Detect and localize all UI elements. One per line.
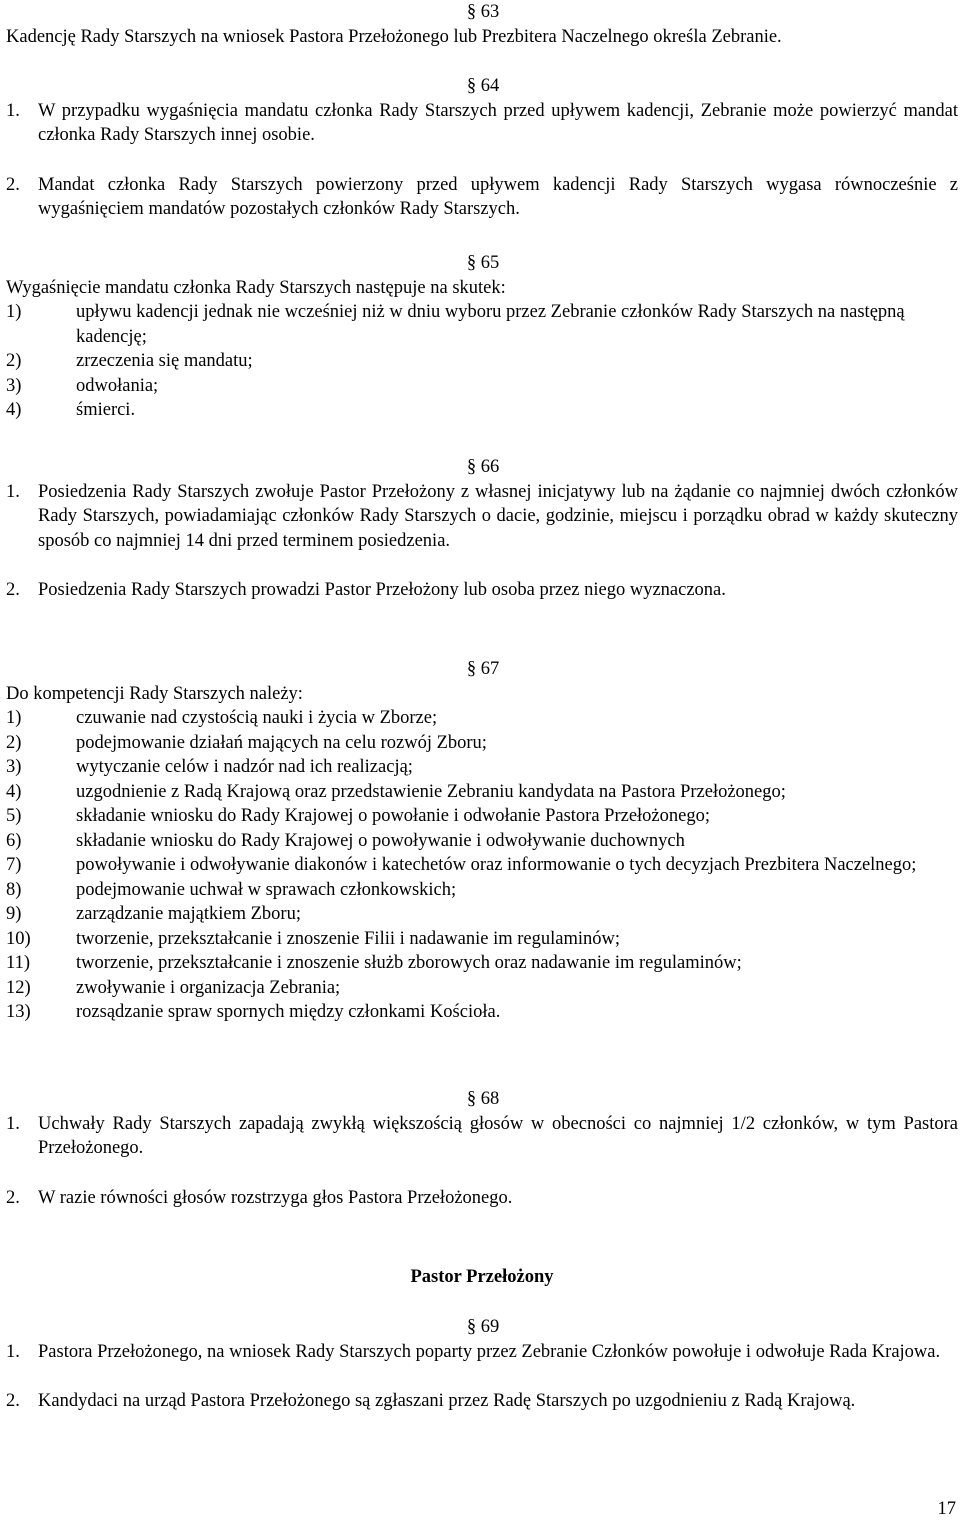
- section-68: [6, 1087, 958, 1210]
- paragraph-number: 1.: [6, 100, 20, 121]
- paragraph-text: Posiedzenia Rady Starszych zwołuje Pastor Przełożony z własnej inicjatywy lub na żądanie co najmniej dwóch członków Rady Starszych, powiadamiając członków Rady Starszych o dacie, godzinie, miejscu i porządku obrad w każdy skuteczny sposób co najmniej 14 dni przed terminem posiedzenia.: [38, 481, 958, 551]
- list-item: 5) składanie wniosku do Rady Krajowej o powołanie i odwołanie Pastora Przełożonego;: [6, 806, 710, 826]
- paragraph-number: 2.: [6, 580, 20, 600]
- numbered-paragraph: [6, 1186, 958, 1211]
- paragraph-mark: § 64: [466, 76, 500, 96]
- paragraph-number: 1.: [6, 481, 20, 502]
- paragraph-number: 2.: [6, 1391, 20, 1411]
- numbered-paragraph: [6, 173, 958, 222]
- paragraph-mark: § 66: [466, 457, 500, 477]
- paragraph-text: W razie równości głosów rozstrzyga głos Pastora Przełożonego.: [38, 1187, 513, 1208]
- numbered-paragraph: [6, 578, 958, 603]
- paragraph-text: Posiedzenia Rady Starszych prowadzi Pastor Przełożony lub osoba przez niego wyznaczona.: [38, 580, 726, 600]
- list-item: 10) tworzenie, przekształcanie i znoszenie Filii i nadawanie im regulaminów;: [6, 928, 621, 949]
- numbered-paragraph: [6, 480, 958, 554]
- paragraph-number: 2.: [6, 174, 20, 195]
- numbered-paragraph: [6, 1340, 958, 1365]
- list-item: 13) rozsądzanie spraw spornych między członkami Kościoła.: [6, 1002, 501, 1022]
- paragraph-number: 2.: [6, 1187, 20, 1208]
- list-item: 2) podejmowanie działań mających na celu rozwój Zboru;: [6, 732, 487, 753]
- paragraph-mark: § 69: [466, 1317, 500, 1337]
- paragraph-text: Kandydaci na urząd Pastora Przełożonego są zgłaszani przez Radę Starszych po uzgodnieniu z Radą Krajową.: [38, 1391, 856, 1411]
- list-item: 4) uzgodnienie z Radą Krajową oraz przedstawienie Zebraniu kandydata na Pastora Przełożonego;: [6, 781, 786, 802]
- list-item: 1) upływu kadencji jednak nie wcześniej niż w dniu wyboru przez Zebranie członków Rady Starszych na następną kadencję;: [6, 302, 905, 347]
- section-text: Kadencję Rady Starszych na wniosek Pastora Przełożonego lub Prezbitera Naczelnego określa Zebranie.: [6, 26, 782, 47]
- list-intro: Wygaśnięcie mandatu członka Rady Starszych następuje na skutek:: [6, 277, 506, 298]
- section-66: [6, 455, 958, 603]
- paragraph-mark: § 67: [466, 659, 500, 679]
- numbered-paragraph: [6, 99, 958, 148]
- paragraph-text: W przypadku wygaśnięcia mandatu członka Rady Starszych przed upływem kadencji, Zebranie może powierzyć mandat członka Rady Starszych innej osobie.: [38, 100, 958, 145]
- paragraph-text: Uchwały Rady Starszych zapadają zwykłą większością głosów w obecności co najmniej 1/2 członków, w tym Pastora Przełożonego.: [38, 1113, 958, 1158]
- list-67: [6, 706, 958, 1025]
- paragraph-number: 1.: [6, 1341, 20, 1362]
- page-number: 17: [937, 1499, 956, 1519]
- numbered-paragraph: [6, 1389, 958, 1414]
- chapter-heading: Pastor Przełożony: [410, 1267, 554, 1287]
- list-item: 7) powoływanie i odwoływanie diakonów i katechetów oraz informowanie o tych decyzjach Prezbitera Naczelnego;: [6, 855, 917, 875]
- list-item: 3) wytyczanie celów i nadzór nad ich realizacją;: [6, 757, 413, 777]
- section-63: [6, 0, 958, 49]
- list-intro: Do kompetencji Rady Starszych należy:: [6, 683, 303, 704]
- section-69: [6, 1315, 958, 1414]
- numbered-paragraph: [6, 1112, 958, 1161]
- paragraph-text: Mandat członka Rady Starszych powierzony przed upływem kadencji Rady Starszych wygasa równocześnie z wygaśnięciem mandatów pozostałych członków Rady Starszych.: [38, 174, 958, 219]
- list-item: 9) zarządzanie majątkiem Zboru;: [6, 904, 301, 924]
- list-item: 3) odwołania;: [6, 375, 159, 396]
- list-item: 11) tworzenie, przekształcanie i znoszenie służb zborowych oraz nadawanie im regulaminów;: [6, 953, 742, 973]
- list-item: 8) podejmowanie uchwał w sprawach członkowskich;: [6, 879, 457, 900]
- paragraph-text: Pastora Przełożonego, na wniosek Rady Starszych poparty przez Zebranie Członków powołuje i odwołuje Rada Krajowa.: [38, 1341, 941, 1362]
- list-item: 6) składanie wniosku do Rady Krajowej o powoływanie i odwoływanie duchownych: [6, 830, 685, 851]
- list-item: 2) zrzeczenia się mandatu;: [6, 351, 253, 371]
- paragraph-number: 1.: [6, 1113, 20, 1134]
- list-item: 4) śmierci.: [6, 400, 136, 420]
- section-65: [6, 251, 958, 423]
- paragraph-mark: § 68: [466, 1089, 500, 1109]
- paragraph-mark: § 65: [466, 253, 500, 273]
- section-64: [6, 74, 958, 222]
- list-item: 1) czuwanie nad czystością nauki i życia w Zborze;: [6, 708, 438, 728]
- paragraph-mark: § 63: [466, 2, 500, 22]
- list-item: 12) zwoływanie i organizacja Zebrania;: [6, 977, 341, 998]
- list-65: [6, 300, 958, 423]
- section-67: [6, 657, 958, 1025]
